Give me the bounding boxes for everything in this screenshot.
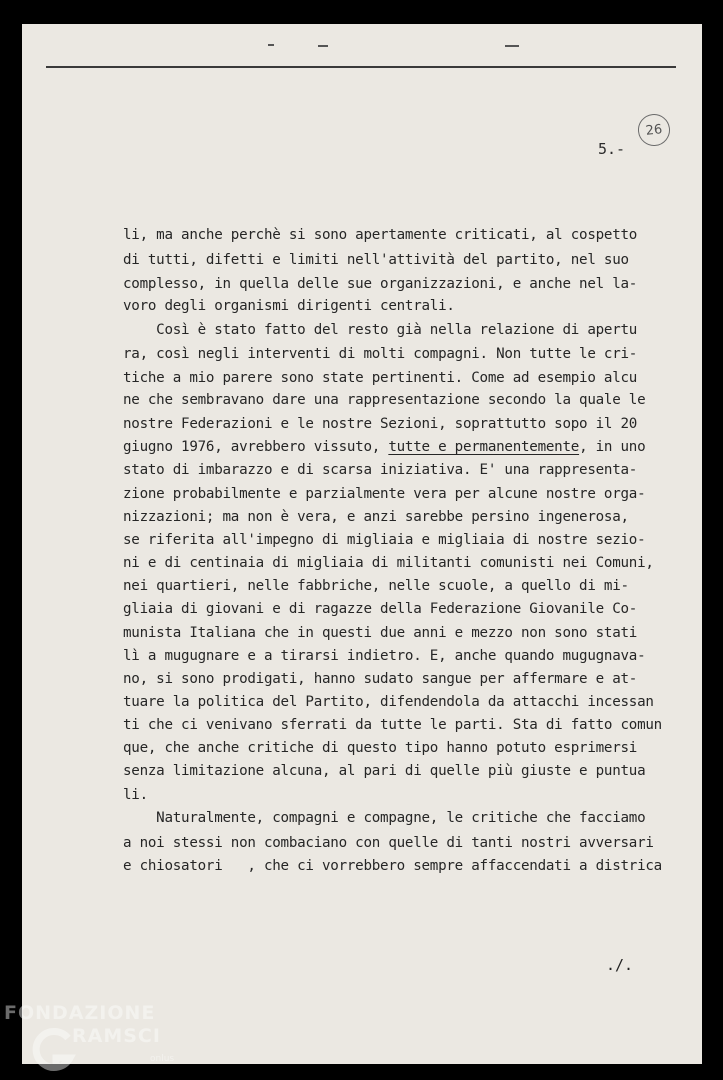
text-line: Così è stato fatto del resto già nella relazione di apertu [123,322,638,338]
text-line: Naturalmente, compagni e compagne, le critiche che facciamo [123,810,646,826]
text-segment: giugno 1976, avrebbero vissuto, [123,439,389,455]
text-line: se riferita all'impegno di migliaia e migliaia di nostre sezio- [123,532,646,548]
text-line: que, che anche critiche di questo tipo hanno potuto esprimersi [123,740,638,756]
text-line: tuare la politica del Partito, difendendola da attacchi incessan [123,694,654,710]
text-line-with-underline [123,439,645,455]
fondazione-gramsci-watermark [4,1000,194,1080]
text-line: lì a mugugnare e a tirarsi indietro. E, anche quando mugugnava- [123,648,646,664]
text-line: nizzazioni; ma non è vera, e anzi sarebbe persino ingenerosa, [123,509,629,525]
text-line: gliaia di giovani e di ragazze della Federazione Giovanile Co- [123,601,638,617]
text-line: tiche a mio parere sono state pertinenti. Come ad esempio alcu [123,370,638,386]
text-line: ni e di centinaia di migliaia di militanti comunisti nei Comuni, [123,555,654,571]
text-segment: , in uno [579,439,646,455]
text-line: di tutti, difetti e limiti nell'attività del partito, nel suo [123,252,629,268]
text-line: e chiosatori , che ci vorrebbero sempre affaccendati a districa [123,858,662,874]
text-line: complesso, in quella delle sue organizzazioni, e anche nel la- [123,276,638,292]
text-line: senza limitazione alcuna, al pari di quelle più giuste e puntua [123,763,646,779]
text-line: voro degli organismi dirigenti centrali. [123,298,455,314]
text-line: nostre Federazioni e le nostre Sezioni, soprattutto sopo il 20 [123,416,638,432]
archive-number-stamp: 26 [636,112,671,147]
text-line: ti che ci venivano sferrati da tutte le parti. Sta di fatto comun [123,717,662,733]
text-line: li, ma anche perchè si sono apertamente criticati, al cospetto [123,227,638,243]
watermark-line2: RAMSCI [72,1025,161,1047]
text-line: zione probabilmente e parzialmente vera per alcune nostre orga- [123,486,646,502]
gramsci-logo-icon [30,1024,76,1076]
ink-speck [318,45,328,47]
watermark-onlus: onlus [150,1054,175,1064]
watermark-line1: FONDAZIONE [4,1002,156,1024]
text-line: no, si sono prodigati, hanno sudato sangue per affermare e at- [123,671,638,687]
text-line: stato di imbarazzo e di scarsa iniziativa. E' una rappresenta- [123,462,638,478]
text-line: ra, così negli interventi di molti compagni. Non tutte le cri- [123,346,638,362]
ink-speck [505,45,519,47]
ink-speck [268,44,274,46]
text-line: a noi stessi non combaciano con quelle di tanti nostri avversari [123,835,654,851]
page-number: 5.- [598,140,626,158]
text-line: li. [123,787,148,803]
underlined-phrase: tutte e permanentemente [388,439,580,455]
header-rule [46,66,676,68]
text-line: munista Italiana che in questi due anni e mezzo non sono stati [123,625,638,641]
continuation-mark: ./. [606,956,634,974]
text-line: ne che sembravano dare una rappresentazione secondo la quale le [123,392,646,408]
text-line: nei quartieri, nelle fabbriche, nelle scuole, a quello di mi- [123,578,629,594]
